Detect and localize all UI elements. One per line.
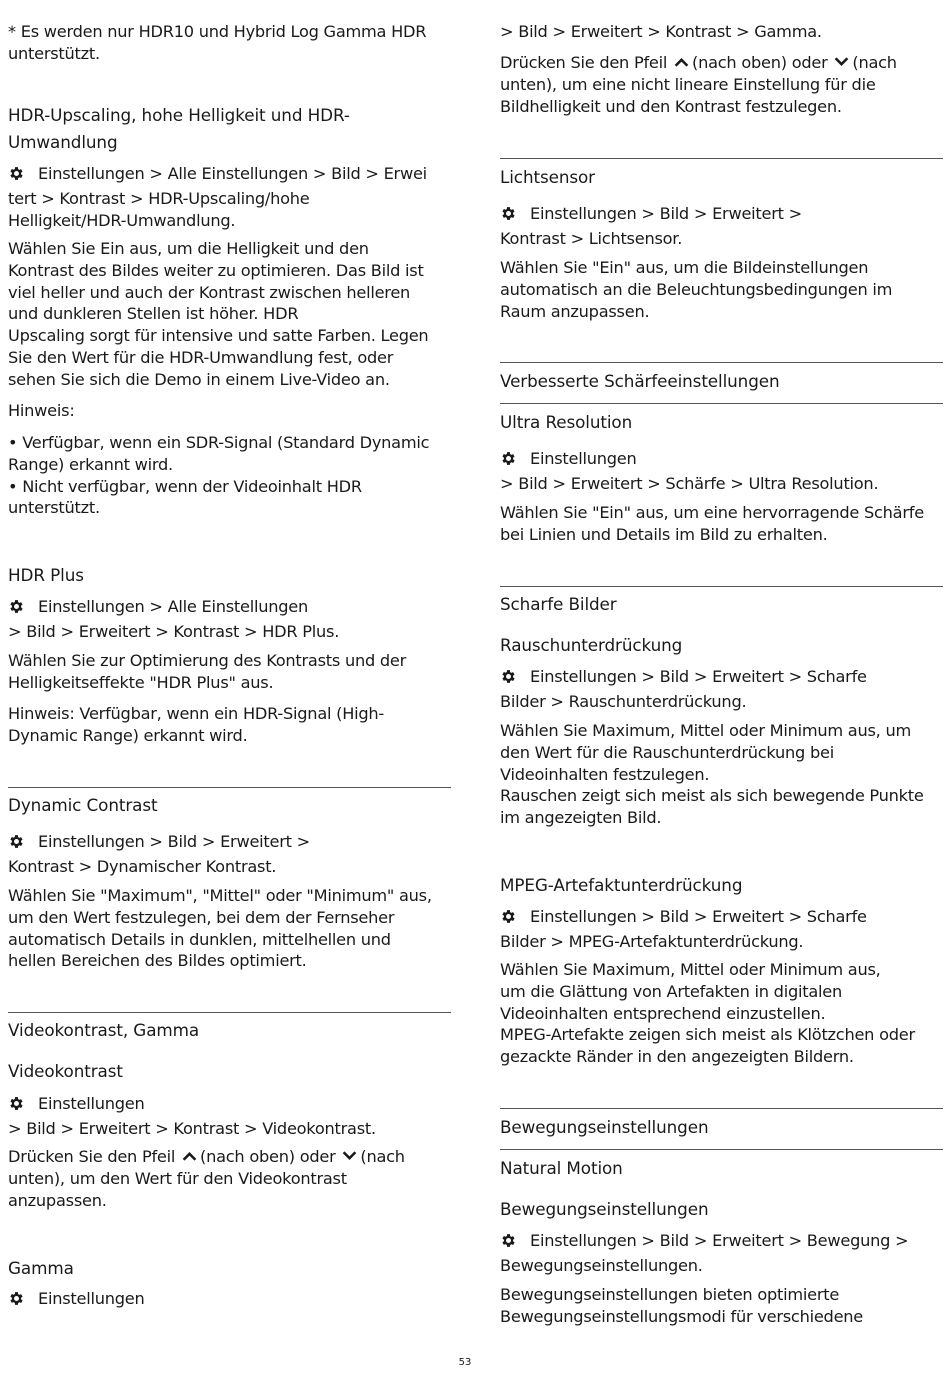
- path-text: Einstellungen > Bild > Erweitert > Kontrast > Lichtsensor.: [500, 204, 802, 248]
- description: [500, 52, 943, 117]
- gear-icon: [500, 668, 530, 691]
- description-text: Drücken Sie den Pfeil: [500, 53, 668, 72]
- description-text: (nach unten), um eine nicht lineare Einstellung für die Bildhelligkeit und den Kontrast festzulegen.: [500, 53, 897, 116]
- description-text: (nach oben) oder: [692, 53, 828, 72]
- section-dynamic-contrast: [8, 792, 451, 819]
- path-text: Einstellungen: [38, 1094, 145, 1113]
- description: [500, 502, 943, 546]
- settings-path: [500, 666, 943, 713]
- section-heading: Bewegungseinstellungen: [500, 1117, 709, 1137]
- section-divider: [500, 158, 943, 159]
- section-divider: [500, 1149, 943, 1150]
- gear-icon: [500, 908, 530, 931]
- description-text: (nach oben) oder: [200, 1147, 336, 1166]
- section-heading: Dynamic Contrast: [8, 795, 158, 815]
- gear-icon: [8, 165, 38, 188]
- sub-section-ultra-resolution: [500, 409, 943, 436]
- note: [8, 400, 451, 422]
- section-heading: HDR Plus: [8, 565, 84, 585]
- gear-icon: [8, 598, 38, 621]
- path-text: Einstellungen: [38, 1289, 145, 1308]
- page-number: 53: [458, 1357, 472, 1368]
- section-divider: [8, 787, 451, 788]
- description: [8, 650, 451, 694]
- description: [8, 238, 451, 391]
- section-divider: [500, 403, 943, 404]
- description: [500, 257, 943, 322]
- description: [500, 959, 943, 1068]
- section-sharpness: [500, 368, 943, 395]
- section-heading: HDR-Upscaling, hohe Helligkeit und HDR- Umwandlung: [8, 105, 350, 152]
- gear-icon: [500, 205, 530, 228]
- gear-icon: [8, 1290, 38, 1313]
- path-text: Einstellungen > Bild > Erweitert > Bewegung > Bewegungseinstellungen.: [500, 1231, 909, 1275]
- description-text: (nach unten), um den Wert für den Videokontrast anzupassen.: [8, 1147, 405, 1210]
- settings-path: [500, 1230, 943, 1277]
- path-text-line-2: > Bild > Erweitert > Kontrast > Videokontrast.: [8, 1118, 376, 1138]
- path-text: Einstellungen: [530, 449, 637, 468]
- sub-heading: Natural Motion: [500, 1158, 623, 1178]
- section-clear-image: [500, 591, 943, 618]
- section-heading: Scharfe Bilder: [500, 594, 617, 614]
- section-divider: [500, 362, 943, 363]
- description-text: Wählen Sie "Ein" aus, um eine hervorragende Schärfe bei Linien und Details im Bild zu erhalten.: [500, 503, 924, 544]
- path-text: Einstellungen > Alle Einstellungen > Bild > Erwei tert > Kontrast > HDR-Upscaling/hohe Helligkeit/HDR-Umwandlung.: [8, 164, 427, 230]
- sub-section-gamma: [8, 1255, 451, 1282]
- sub-section-video-contrast: [8, 1058, 451, 1085]
- path-text: Einstellungen > Alle Einstellungen > Bild > Erweitert > Kontrast > HDR Plus.: [8, 597, 340, 641]
- description-text: Wählen Sie zur Optimierung des Kontrasts und der Helligkeitseffekte "HDR Plus" aus.: [8, 651, 407, 692]
- note-label: Hinweis: [8, 401, 70, 420]
- description: [8, 885, 451, 972]
- sub-heading: Bewegungseinstellungen: [500, 1199, 709, 1219]
- settings-path: [500, 21, 943, 43]
- sub-section-natural-motion: [500, 1155, 943, 1182]
- section-motion: [500, 1114, 943, 1141]
- settings-path: [8, 1093, 451, 1140]
- section-heading: Videokontrast, Gamma: [8, 1020, 200, 1040]
- sub-heading: Videokontrast: [8, 1061, 123, 1081]
- note-colon: :: [69, 401, 75, 420]
- sub-sub-section-motion-settings: [500, 1196, 943, 1223]
- description-text: Wählen Sie "Maximum", "Mittel" oder "Minimum" aus, um den Wert festzulegen, bei dem der Fernseher automatisch Details in dunklen, mittelhellen und hellen Bereichen des Bildes optimiert.: [8, 886, 432, 971]
- description-text: Drücken Sie den Pfeil: [8, 1147, 176, 1166]
- section-light-sensor: [500, 164, 943, 191]
- description-text: Bewegungseinstellungen bieten optimierte Bewegungseinstellungsmodi für verschiedene: [500, 1285, 863, 1326]
- description-text: Wählen Sie "Ein" aus, um die Bildeinstellungen automatisch an die Beleuchtungsbedingungen im Raum anzupassen.: [500, 258, 893, 321]
- note-bullets: [8, 432, 451, 519]
- path-text: Einstellungen > Bild > Erweitert > Kontrast > Dynamischer Kontrast.: [8, 832, 310, 876]
- section-heading: Lichtsensor: [500, 167, 595, 187]
- section-divider: [500, 1108, 943, 1109]
- gear-icon: [8, 833, 38, 856]
- path-text-line-2: > Bild > Erweitert > Schärfe > Ultra Resolution.: [500, 473, 879, 493]
- note-text: : Verfügbar, wenn ein HDR-Signal (High- Dynamic Range) erkannt wird.: [8, 704, 384, 745]
- description-text: Wählen Sie Maximum, Mittel oder Minimum aus, um die Glättung von Artefakten in digitalen Videoinhalten entsprechend einzustellen. MPEG-Artefakte zeigen sich meist als Klötzchen oder gezackte Ränder in den angezeigten Bildern.: [500, 960, 915, 1067]
- settings-path: [8, 831, 451, 878]
- sub-section-noise-reduction: [500, 632, 943, 659]
- sub-heading: Ultra Resolution: [500, 412, 633, 432]
- gear-icon: [500, 1232, 530, 1255]
- settings-path: [8, 1288, 451, 1313]
- sub-section-mpeg: [500, 872, 943, 899]
- arrow-down-icon: [834, 56, 849, 68]
- hdr-footnote: [8, 21, 451, 65]
- settings-path: [500, 906, 943, 953]
- sub-heading: Rauschunterdrückung: [500, 635, 683, 655]
- settings-path: [500, 203, 943, 250]
- description: [500, 1284, 943, 1328]
- footnote-text: * Es werden nur HDR10 und Hybrid Log Gamma HDR unterstützt.: [8, 22, 427, 63]
- settings-path: [8, 596, 451, 643]
- description: [8, 1146, 451, 1211]
- settings-path: [8, 163, 451, 231]
- description-text: Wählen Sie Ein aus, um die Helligkeit und den Kontrast des Bildes weiter zu optimieren. Das Bild ist viel heller und auch der Kontrast zwischen helleren und dunkleren Stellen ist höher. HDR Upscaling sorgt für intensive und satte Farben. Legen Sie den Wert für die HDR-Umwandlung fest, oder sehen Sie sich die Demo in einem Live-Video an.: [8, 239, 429, 389]
- gear-icon: [8, 1095, 38, 1118]
- section-divider: [8, 1012, 451, 1013]
- description: [500, 720, 943, 829]
- description-text: Wählen Sie Maximum, Mittel oder Minimum aus, um den Wert für die Rauschunterdrückung bei Videoinhalten festzulegen. Rauschen zeigt sich meist als sich bewegende Punkte im angezeigten Bild.: [500, 721, 924, 828]
- path-text: > Bild > Erweitert > Kontrast > Gamma.: [500, 22, 822, 41]
- path-text: Einstellungen > Bild > Erweitert > Scharfe Bilder > Rauschunterdrückung.: [500, 667, 867, 711]
- settings-path: [500, 448, 943, 495]
- sub-heading: Gamma: [8, 1258, 74, 1278]
- sub-heading: MPEG-Artefaktunterdrückung: [500, 875, 743, 895]
- gear-icon: [500, 450, 530, 473]
- section-hdr-upscaling: [8, 102, 451, 156]
- arrow-down-icon: [342, 1150, 357, 1162]
- arrow-up-icon: [674, 56, 689, 68]
- note-label: Hinweis: [8, 704, 70, 723]
- section-hdr-plus: [8, 562, 451, 589]
- section-divider: [500, 586, 943, 587]
- bullet-text: • Verfügbar, wenn ein SDR-Signal (Standard Dynamic Range) erkannt wird. • Nicht verfügbar, wenn der Videoinhalt HDR unterstützt.: [8, 433, 430, 518]
- arrow-up-icon: [182, 1150, 197, 1162]
- section-video-contrast-gamma: [8, 1017, 451, 1044]
- note: [8, 703, 451, 747]
- section-heading: Verbesserte Schärfeeinstellungen: [500, 371, 780, 391]
- path-text: Einstellungen > Bild > Erweitert > Scharfe Bilder > MPEG-Artefaktunterdrückung.: [500, 907, 867, 951]
